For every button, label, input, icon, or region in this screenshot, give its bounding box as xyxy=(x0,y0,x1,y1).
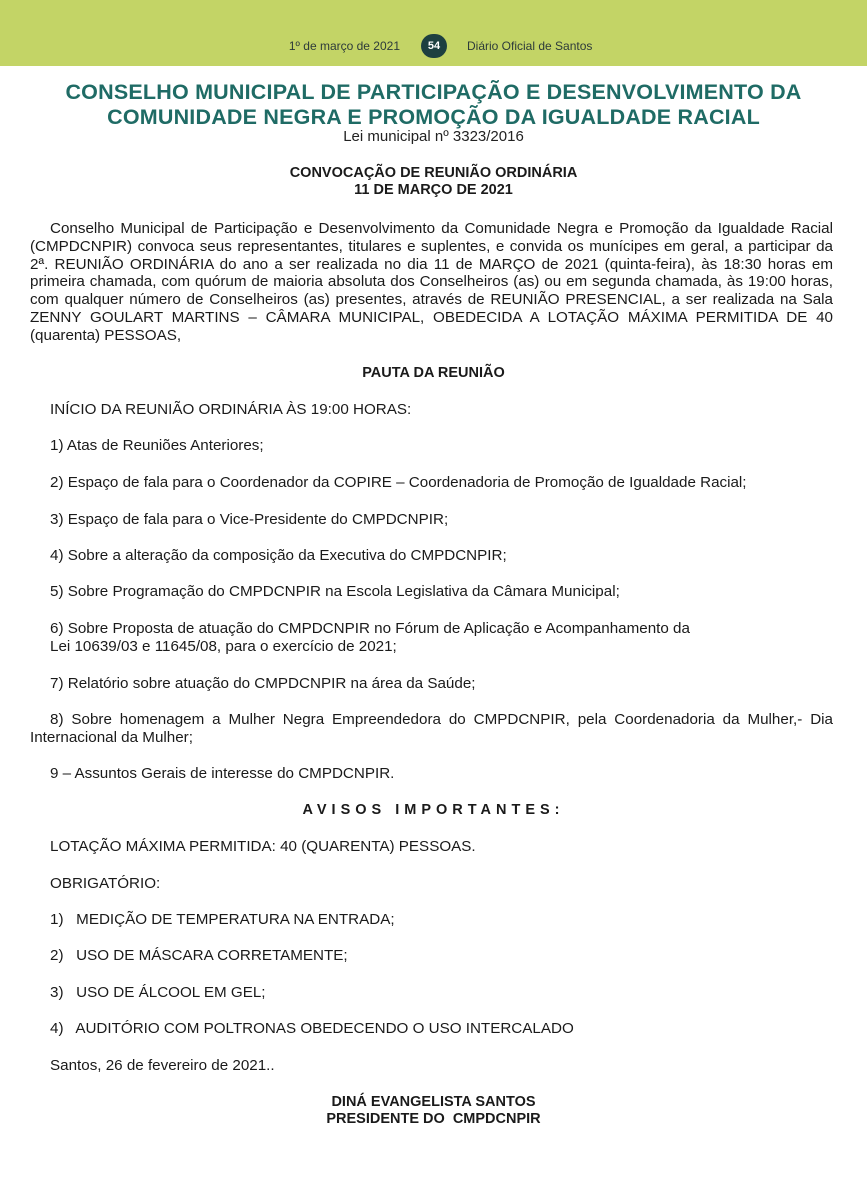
title-line-1: CONSELHO MUNICIPAL DE PARTICIPAÇÃO E DESENVOLVIMENTO DA xyxy=(65,80,802,104)
agenda-title: PAUTA DA REUNIÃO xyxy=(362,365,505,381)
agenda-start: INÍCIO DA REUNIÃO ORDINÁRIA ÀS 19:00 HORAS: xyxy=(50,401,412,418)
agenda-item: 3) Espaço de fala para o Vice-Presidente do CMPDCNPIR; xyxy=(50,511,449,528)
agenda-item: 7) Relatório sobre atuação do CMPDCNPIR na área da Saúde; xyxy=(50,675,476,692)
intro-paragraph: Conselho Municipal de Participação e Desenvolvimento da Comunidade Negra e Promoção da Igualdade Racial (CMPDCNPIR) convoca seus representantes, titulares e suplentes, e convida os munícipes em geral, a participar da 2ª. REUNIÃO ORDINÁRIA do ano a ser realizada no dia 11 de MARÇO de 2021 (quinta-feira), às 18:30 horas em primeira chamada, com quórum de maioria absoluta dos Conselheiros (as) ou em segunda chamada, às 19:00 horas, com qualquer número de Conselheiros (as) presentes, através de REUNIÃO PRESENCIAL, a ser realizada na Sala ZENNY GOULART MARTINS – CÂMARA MUNICIPAL, OBEDECIDA A LOTAÇÃO MÁXIMA PERMITIDA DE 40 (quarenta) PESSOAS, xyxy=(30,220,833,344)
agenda-item: 1) Atas de Reuniões Anteriores; xyxy=(50,437,264,454)
agenda-item: 9 – Assuntos Gerais de interesse do CMPDCNPIR. xyxy=(50,765,395,782)
agenda-item: 4) Sobre a alteração da composição da Executiva do CMPDCNPIR; xyxy=(50,547,507,564)
agenda-item: 6) Sobre Proposta de atuação do CMPDCNPIR no Fórum de Aplicação e Acompanhamento da xyxy=(50,620,690,637)
mandatory-item: 4) AUDITÓRIO COM POLTRONAS OBEDECENDO O USO INTERCALADO xyxy=(50,1020,574,1037)
agenda-item: 5) Sobre Programação do CMPDCNPIR na Escola Legislativa da Câmara Municipal; xyxy=(50,583,620,600)
publication-name: Diário Oficial de Santos xyxy=(467,39,593,53)
title-line-2: COMUNIDADE NEGRA E PROMOÇÃO DA IGUALDADE RACIAL xyxy=(107,105,760,129)
agenda-item: 2) Espaço de fala para o Coordenador da COPIRE – Coordenadoria de Promoção de Igualdade Racial; xyxy=(50,474,747,491)
mandatory-label: OBRIGATÓRIO: xyxy=(50,875,161,892)
signature-block xyxy=(30,1094,837,1128)
header-date: 1º de março de 2021 xyxy=(288,39,400,53)
signatory-role: PRESIDENTE DO CMPDCNPIR xyxy=(326,1111,541,1127)
convocation-heading xyxy=(30,165,837,199)
agenda-item: 8) Sobre homenagem a Mulher Negra Empreendedora do CMPDCNPIR, pela Coordenadoria da Mulher,- Dia Internacional da Mulher; xyxy=(30,711,833,746)
mandatory-item: 2) USO DE MÁSCARA CORRETAMENTE; xyxy=(50,947,348,964)
agenda-item-continuation: Lei 10639/03 e 11645/08, para o exercício de 2021; xyxy=(50,638,397,655)
mandatory-item: 3) USO DE ÁLCOOL EM GEL; xyxy=(50,984,266,1001)
council-title xyxy=(30,80,837,130)
convocation-line-1: CONVOCAÇÃO DE REUNIÃO ORDINÁRIA xyxy=(289,165,578,181)
mandatory-item: 1) MEDIÇÃO DE TEMPERATURA NA ENTRADA; xyxy=(50,911,395,928)
convocation-line-2: 11 DE MARÇO DE 2021 xyxy=(354,182,513,198)
signatory-name: DINÁ EVANGELISTA SANTOS xyxy=(331,1094,536,1110)
law-reference: Lei municipal nº 3323/2016 xyxy=(343,128,524,145)
page-number-badge: 54 xyxy=(421,34,447,58)
place-date: Santos, 26 de fevereiro de 2021.. xyxy=(50,1057,275,1074)
capacity-notice: LOTAÇÃO MÁXIMA PERMITIDA: 40 (QUARENTA) PESSOAS. xyxy=(50,838,476,855)
notices-title: AVISOS IMPORTANTES: xyxy=(302,802,565,818)
